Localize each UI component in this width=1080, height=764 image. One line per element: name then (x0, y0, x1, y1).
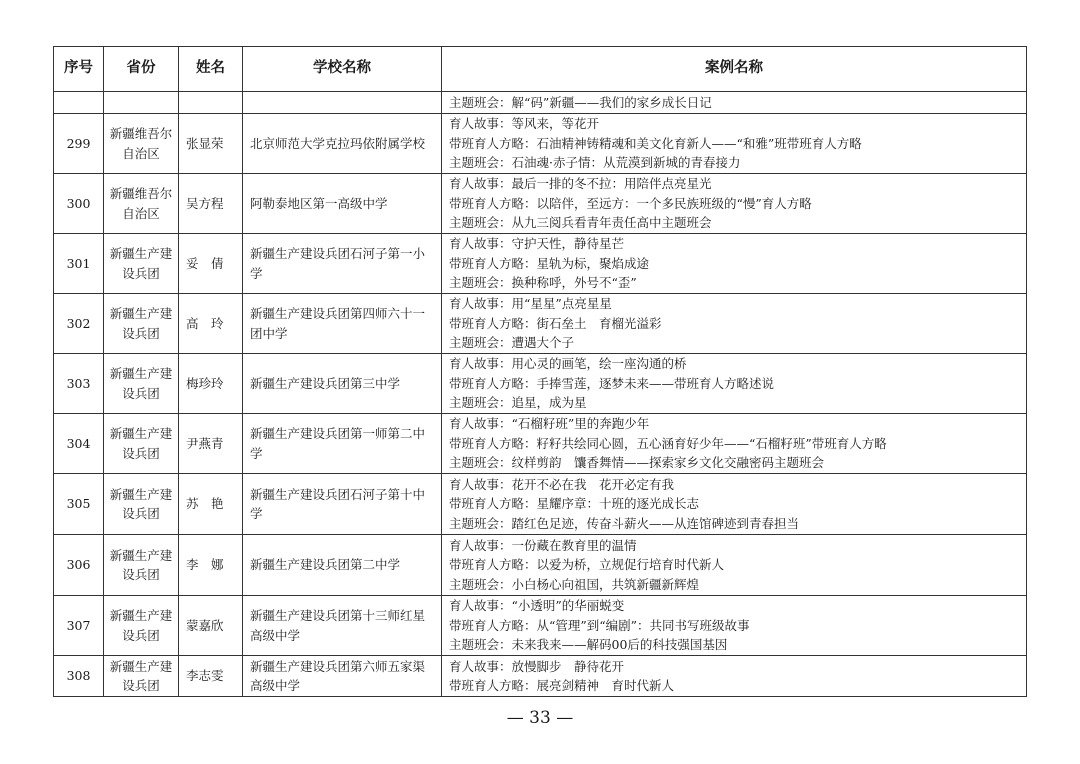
case-line: 带班育人方略：从“管理”到“编剧”：共同书写班级故事 (449, 617, 750, 633)
cell-school: 北京师范大学克拉玛依附属学校 (243, 114, 442, 174)
case-line: 带班育人方略：展亮剑精神 育时代新人 (449, 678, 675, 693)
cell-province: 新疆生产建设兵团 (104, 294, 179, 354)
table-row (54, 354, 1027, 414)
case-line: 带班育人方略：手捧雪莲，逐梦未来——带班育人方略述说 (449, 375, 775, 391)
case-line: 育人故事：等风来，等花开 (449, 116, 600, 132)
cell-seq: 299 (54, 114, 104, 174)
cell-name: 蒙嘉欣 (179, 596, 243, 656)
cell-province: 新疆生产建设兵团 (104, 656, 179, 697)
case-line: 带班育人方略：以爱为桥，立规促行培育时代新人 (449, 557, 725, 573)
cell-province: 新疆生产建设兵团 (104, 596, 179, 656)
cell-school: 新疆生产建设兵团第一师第二中学 (243, 414, 442, 474)
cell-province: 新疆维吾尔自治区 (104, 114, 179, 174)
cell-seq: 302 (54, 294, 104, 354)
cell-province (104, 92, 179, 114)
table-row (54, 174, 1027, 234)
cell-name: 李 娜 (179, 535, 243, 596)
cell-name: 李志雯 (179, 656, 243, 697)
cell-school (243, 92, 442, 114)
cell-cases (442, 234, 1027, 294)
cell-province: 新疆生产建设兵团 (104, 474, 179, 535)
case-line: 主题班会：小白杨心向祖国，共筑新疆新辉煌 (449, 576, 700, 592)
cell-cases (442, 656, 1027, 697)
cell-province: 新疆生产建设兵团 (104, 234, 179, 294)
table-row (54, 114, 1027, 174)
cell-cases (442, 596, 1027, 656)
case-line: 主题班会：换种称呼，外号不“歪” (449, 275, 637, 291)
case-line: 带班育人方略：星轨为标，聚焰成途 (449, 255, 650, 271)
cell-name: 吴方程 (179, 174, 243, 234)
cell-name (179, 92, 243, 114)
cell-seq: 303 (54, 354, 104, 414)
cell-name: 苏 艳 (179, 474, 243, 535)
case-line: 育人故事：用心灵的画笔，绘一座沟通的桥 (449, 356, 687, 372)
case-line: 带班育人方略：街石垒土 育榴光溢彩 (449, 315, 662, 331)
cell-seq: 308 (54, 656, 104, 697)
case-line: 育人故事：用“星星”点亮星星 (449, 296, 612, 312)
table-row (54, 234, 1027, 294)
cell-cases (442, 294, 1027, 354)
cell-cases (442, 354, 1027, 414)
case-line: 育人故事：“小透明”的华丽蜕变 (449, 598, 625, 614)
case-line: 主题班会：未来我来——解码00后的科技强国基因 (449, 637, 728, 653)
case-line: 主题班会：石油魂·赤子情：从荒漠到新城的青春接力 (449, 155, 741, 171)
case-line: 育人故事：花开不必在我 花开必定有我 (449, 476, 675, 492)
table-row (54, 656, 1027, 697)
cell-cases (442, 535, 1027, 596)
case-line: 主题班会：追星，成为星 (449, 395, 587, 411)
table-row (54, 414, 1027, 474)
cell-cases (442, 474, 1027, 535)
table-row (54, 474, 1027, 535)
cell-cases (442, 174, 1027, 234)
header-seq: 序号 (54, 47, 104, 92)
cell-school: 新疆生产建设兵团第二中学 (243, 535, 442, 596)
header-school: 学校名称 (243, 47, 442, 92)
cell-seq: 307 (54, 596, 104, 656)
cell-name: 妥 倩 (179, 234, 243, 294)
cell-seq (54, 92, 104, 114)
cell-province: 新疆维吾尔自治区 (104, 174, 179, 234)
table-row (54, 596, 1027, 656)
case-line: 育人故事：一份藏在教育里的温情 (449, 537, 637, 553)
cell-school: 新疆生产建设兵团第三中学 (243, 354, 442, 414)
cell-cases (442, 114, 1027, 174)
cell-province: 新疆生产建设兵团 (104, 414, 179, 474)
case-line: 主题班会：从九三阅兵看青年责任高中主题班会 (449, 215, 712, 231)
table-row-continued (54, 92, 1027, 114)
case-line: 主题班会：解“码”新疆——我们的家乡成长日记 (449, 94, 712, 110)
cell-school: 新疆生产建设兵团第四师六十一团中学 (243, 294, 442, 354)
cell-cases (442, 92, 1027, 114)
case-line: 带班育人方略：以陪伴，至远方：一个多民族班级的“慢”育人方略 (449, 195, 812, 211)
cell-seq: 305 (54, 474, 104, 535)
table-header-row (54, 47, 1027, 92)
header-case: 案例名称 (442, 47, 1027, 92)
award-list-table (53, 46, 1027, 697)
cell-school: 新疆生产建设兵团第六师五家渠高级中学 (243, 656, 442, 697)
cell-seq: 301 (54, 234, 104, 294)
cell-name: 尹燕青 (179, 414, 243, 474)
case-line: 育人故事：守护天性，静待星芒 (449, 236, 625, 252)
cell-name: 梅珍玲 (179, 354, 243, 414)
cell-school: 新疆生产建设兵团第十三师红星高级中学 (243, 596, 442, 656)
case-line: 主题班会：踏红色足迹，传奋斗薪火——从连馆碑迹到青春担当 (449, 515, 800, 531)
cell-school: 新疆生产建设兵团石河子第一小学 (243, 234, 442, 294)
case-line: 育人故事：放慢脚步 静待花开 (449, 658, 625, 674)
case-line: 育人故事：最后一排的冬不拉：用陪伴点亮星光 (449, 176, 712, 192)
cell-school: 阿勒泰地区第一高级中学 (243, 174, 442, 234)
cell-name: 张显荣 (179, 114, 243, 174)
case-line: 带班育人方略：星耀序章：十班的逐光成长志 (449, 496, 700, 512)
case-line: 育人故事：“石榴籽班”里的奔跑少年 (449, 416, 650, 432)
header-name: 姓名 (179, 47, 243, 92)
case-line: 带班育人方略：籽籽共绘同心圆，五心涵育好少年——“石榴籽班”带班育人方略 (449, 435, 887, 451)
case-line: 主题班会：遭遇大个子 (449, 335, 575, 351)
case-line: 主题班会：纹样剪韵 馕香舞情——探索家乡文化交融密码主题班会 (449, 455, 825, 471)
page-number: — 33 — (506, 708, 574, 728)
cell-seq: 306 (54, 535, 104, 596)
cell-name: 高 玲 (179, 294, 243, 354)
cell-province: 新疆生产建设兵团 (104, 354, 179, 414)
cell-school: 新疆生产建设兵团石河子第十中学 (243, 474, 442, 535)
cell-seq: 304 (54, 414, 104, 474)
case-line: 带班育人方略：石油精神铸精魂和美文化育新人——“和雅”班带班育人方略 (449, 135, 862, 151)
table-row (54, 294, 1027, 354)
table-row (54, 535, 1027, 596)
cell-cases (442, 414, 1027, 474)
header-province: 省份 (104, 47, 179, 92)
cell-seq: 300 (54, 174, 104, 234)
cell-province: 新疆生产建设兵团 (104, 535, 179, 596)
